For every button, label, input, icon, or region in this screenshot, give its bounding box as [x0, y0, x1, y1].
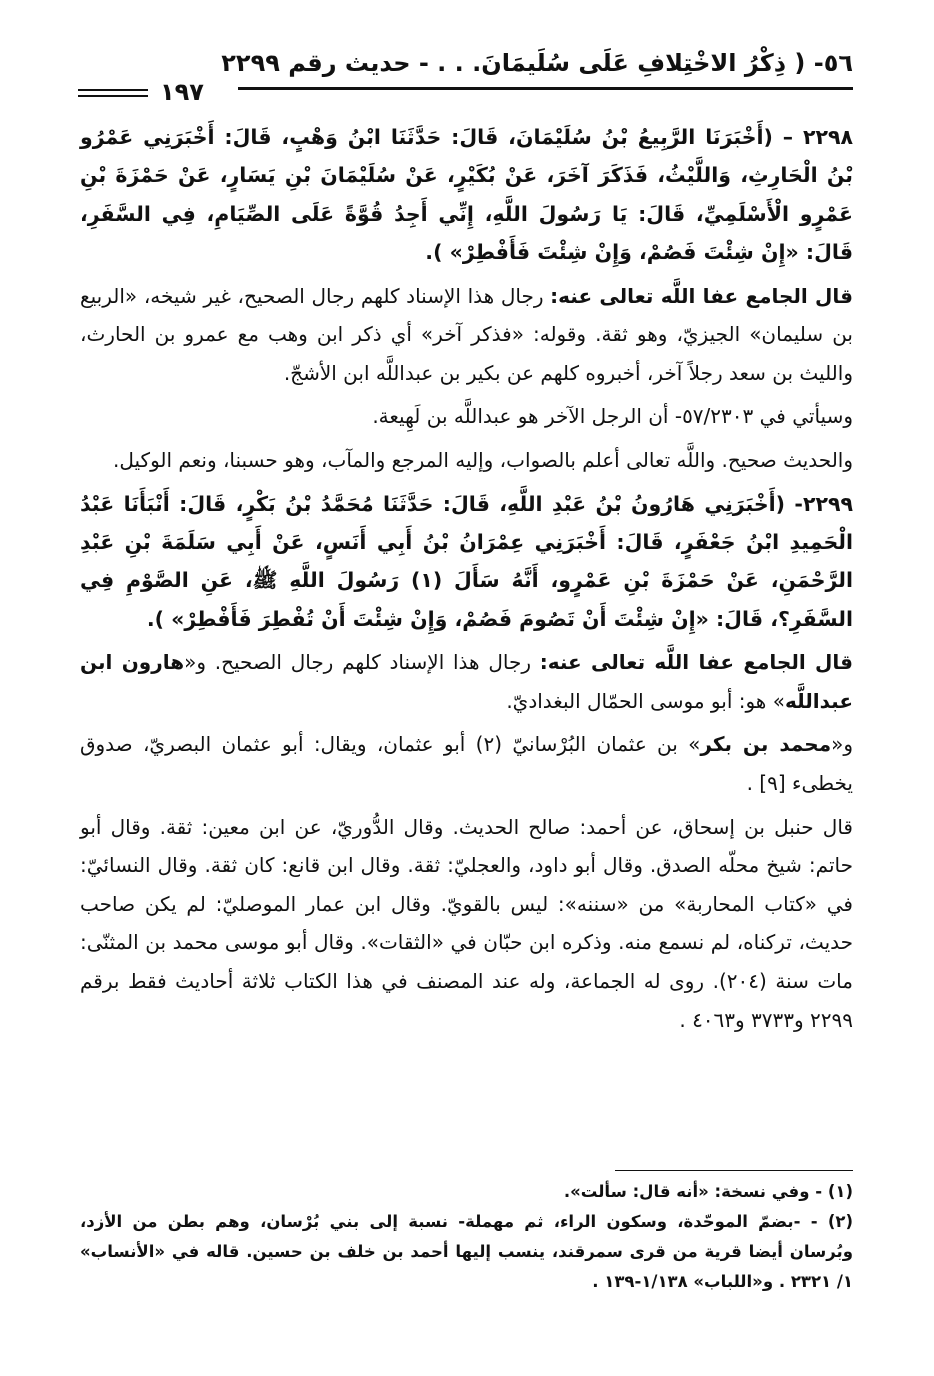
page-number-rule-top [78, 89, 148, 91]
narrator-name: هارون ابن عبداللَّه [80, 650, 853, 713]
commentary-lead: قال الجامع عفا اللَّه تعالى عنه: [539, 650, 853, 675]
footnote-label: (١) - [815, 1182, 853, 1201]
page-header [78, 46, 853, 106]
running-title: ٥٦- ( ذِكْرُ الاخْتِلافِ عَلَى سُلَيمَانَ. . . - حديث رقم ٢٢٩٩ [221, 49, 853, 77]
narrator-bio-text: » بن عثمان البُرْسانيّ (٢) أبو عثمان، ويقال: أبو عثمان البصريّ، صدوق يخطىء [٩] . [80, 732, 853, 795]
commentary-text: رجال هذا الإسناد كلهم رجال الصحيح، غير شيخه، «الربيع بن سليمان» الجيزيّ، وهو ثقة. وقوله: «فذكر آخر» أي ذكر ابن وهب مع عمرو بن الحارث، والليث بن سعد رجلاً آخر، أخبروه كلهم عن بكير بن عبداللَّه ابن الأشجّ. [80, 283, 853, 385]
commentary-text: » هو: أبو موسى الحمّال البغداديّ. [506, 688, 785, 713]
narrator-bio [80, 725, 853, 802]
header-rule [238, 87, 853, 90]
hadith-2299: ٢٢٩٩- (أَخْبَرَنِي هَارُونُ بْنُ عَبْدِ اللَّهِ، قَالَ: حَدَّثَنَا مُحَمَّدُ بْنُ بَكْرٍ، قَالَ: أَنْبَأَنَا عَبْدُ الْحَمِيدِ ابْنُ جَعْفَرٍ، قَالَ: أَخْبَرَنِي عِمْرَانُ بْنُ أَبِي أَنَسٍ، عَنْ أَبِي سَلَمَةَ بْنِ عَبْدِ الرَّحْمَنِ، عَنْ حَمْزَةَ بْنِ عَمْرٍو، أَنَّهُ سَأَلَ (١) رَسُولَ اللَّهِ ﷺ، عَنِ الصَّوْمِ فِي السَّفَرِ؟، قَالَ: «إِنْ شِئْتَ أَنْ تَصُومَ فَصُمْ، وَإِنْ شِئْتَ أَنْ تُفْطِرَ فَأَفْطِرْ» ). [80, 491, 853, 631]
cross-reference-note: وسيأتي في ٥٧/٢٣٠٣- أن الرجل الآخر هو عبداللَّه بن لَهِيعة. [372, 404, 853, 429]
footnotes [80, 1177, 853, 1297]
footnote-text: -بضمّ الموحّدة، وسكون الراء، ثم مهملة- نسبة إلى بني بُرْسان، وهم بطن من الأزد، وبُرسان أيضا قرية من قرى سمرقند، ينسب إليها أحمد بن خلف بن حسين. قاله في «الأنساب» ١/ ٢٣٢١ . و«اللباب» ١/١٣٨-١٣٩ . [80, 1212, 853, 1291]
footnote-separator [615, 1170, 853, 1171]
narrator-bio-prefix: و« [831, 732, 853, 757]
narrator-assessments: قال حنبل بن إسحاق، عن أحمد: صالح الحديث. وقال الدُّوريّ، عن ابن معين: ثقة. وقال أبو حاتم: شيخ محلّه الصدق. وقال أبو داود، والعجليّ: ثقة. وقال ابن قانع: كان ثقة. وقال النسائيّ: في «كتاب المحاربة» من «سننه»: ليس بالقويّ. وقال ابن عمار الموصليّ: لم يكن صاحب حديث، تركناه، لم نسمع منه. وذكره ابن حبّان في «الثقات». وقال أبو موسى محمد بن المثنّى: مات سنة (٢٠٤). روى له الجماعة، وله عند المصنف في هذا الكتاب ثلاثة أحاديث فقط برقم ٢٢٩٩ و٣٧٣٣ و٤٠٦٣ . [80, 814, 853, 1032]
commentary-2298 [80, 277, 853, 393]
commentary-lead: قال الجامع عفا اللَّه تعالى عنه: [550, 283, 854, 308]
commentary-2299 [80, 643, 853, 720]
footnote-2 [80, 1207, 853, 1297]
footnote-text: وفي نسخة: «أنه قال: سألت». [563, 1182, 816, 1201]
commentary-text: رجال هذا الإسناد كلهم رجال الصحيح. و« [184, 650, 540, 675]
narrator-name: محمد بن بكر [700, 732, 832, 757]
page-number: ١٩٧ [160, 78, 204, 106]
hadith-2298: ٢٢٩٨ – (أَخْبَرَنَا الرَّبِيعُ بْنُ سُلَيْمَانَ، قَالَ: حَدَّثَنَا ابْنُ وَهْبٍ، قَالَ: أَخْبَرَنِي عَمْرُو بْنُ الْحَارِثِ، وَاللَّيْثُ، فَذَكَرَ آخَرَ، عَنْ بُكَيْرٍ، عَنْ سُلَيْمَانَ بْنِ يَسَارٍ، عَنْ حَمْزَةَ بْنِ عَمْرٍو الْأَسْلَمِيِّ، قَالَ: يَا رَسُولَ اللَّهِ، إِنِّي أَجِدُ قُوَّةً عَلَى الصِّيَامِ، فِي السَّفَرِ، قَالَ: «إِنْ شِئْتَ فَصُمْ، وَإِنْ شِئْتَ فَأَفْطِرْ» ). [80, 125, 853, 265]
footnote-label: (٢) - [810, 1212, 853, 1231]
footnote-1 [80, 1177, 853, 1207]
hadith-grading: والحديث صحيح. واللَّه تعالى أعلم بالصواب، وإليه المرجع والمآب، وهو حسبنا، ونعم الوكيل. [113, 448, 853, 472]
main-text [80, 118, 853, 1044]
page-number-rule-bottom [78, 95, 148, 97]
